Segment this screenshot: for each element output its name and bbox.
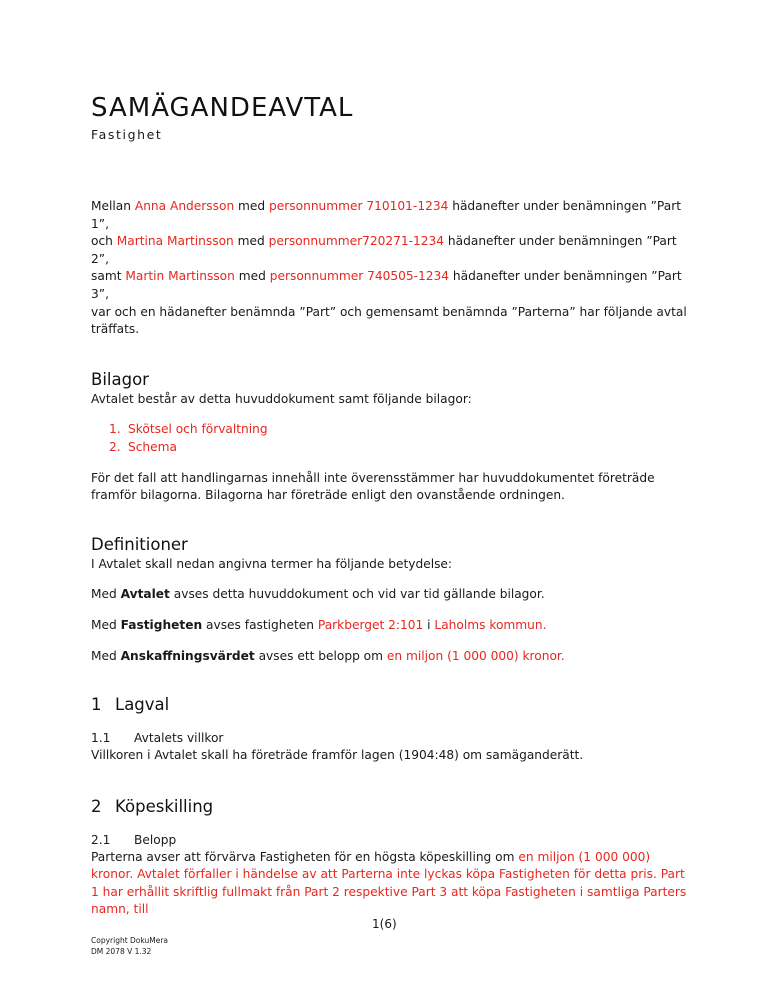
party2-id: personnummer720271-1234: [268, 234, 445, 249]
party2-name: Martina Martinsson: [116, 234, 234, 249]
bilagor-precedence: För det fall att handlingarnas innehåll inte överensstämmer har huvuddokumentet företräde framför bilagorna. Bilagorna har företräde enligt den ovanstående ordningen.: [91, 470, 655, 503]
footer-copyright: Copyright DokuMera DM 2078 V 1.32: [91, 936, 169, 956]
party3-id: personnummer 740505-1234: [269, 269, 450, 284]
definition-fastigheten: Med Fastigheten avses fastigheten Parkberget 2:101 i Laholms kommun.: [91, 617, 547, 632]
parties-rest: var och en hädanefter benämnda ”Part” och gemensamt benämnda ”Parterna” har följande avtal träffats.: [91, 304, 687, 337]
section-1-1-heading: 1.1 Avtalets villkor: [91, 731, 224, 746]
section-1-heading: 1 Lagval: [91, 695, 170, 715]
document-body: [91, 92, 691, 919]
party1-name: Anna Andersson: [134, 199, 235, 213]
list-item: 1. Skötsel och förvaltning: [109, 422, 268, 437]
definitioner-intro: I Avtalet skall nedan angivna termer ha följande betydelse:: [91, 556, 453, 571]
page-number: 1(6): [372, 917, 397, 931]
section-2-heading: 2 Köpeskilling: [91, 796, 214, 816]
bilagor-heading: Bilagor: [91, 369, 149, 389]
document-title: SAMÄGANDEAVTAL: [91, 93, 354, 123]
definition-anskaffningsvardet: Med Anskaffningsvärdet avses ett belopp om en miljon (1 000 000) kronor.: [91, 648, 565, 663]
list-item: 2. Schema: [109, 439, 177, 454]
section-2-1-text: Parterna avser att förvärva Fastigheten för en högsta köpeskilling om en miljon (1 000 000) kronor. Avtalet förfaller i händelse av att Parterna inte lyckas köpa Fastigheten för detta pris. Part 1 har erhållit skriftlig fullmakt från Part 2 respektive Part 3 att köpa Fastigheten i samtliga Parters namn, till: [91, 849, 687, 917]
bilagor-intro: Avtalet består av detta huvuddokument samt följande bilagor:: [91, 391, 472, 406]
definitioner-heading: Definitioner: [91, 534, 188, 554]
party1-id: personnummer 710101-1234: [269, 199, 449, 213]
bilagor-list: [109, 421, 691, 456]
document-subtitle: Fastighet: [91, 127, 163, 142]
section-2-1-heading: 2.1 Belopp: [91, 832, 177, 847]
party3-name: Martin Martinsson: [125, 269, 235, 284]
definition-avtalet: Med Avtalet avses detta huvuddokument och vid var tid gällande bilagor.: [91, 587, 545, 602]
section-1-1-text: Villkoren i Avtalet skall ha företräde framför lagen (1904:48) om samäganderätt.: [91, 748, 584, 763]
parties-paragraph: Mellan Anna Andersson med personnummer 710101-1234 hädanefter under benämningen ”Part 1”, och Martina Martinsson med personnummer720271-1234 hädanefter under benämningen ”Part 2”, samt Martin Martinsson med personnummer 740505-1234 hädanefter under benämningen ”Part 3”, var och en hädanefter benämnda ”Part” och gemensamt benämnda ”Parterna” har följande avtal träffats.: [91, 199, 687, 337]
